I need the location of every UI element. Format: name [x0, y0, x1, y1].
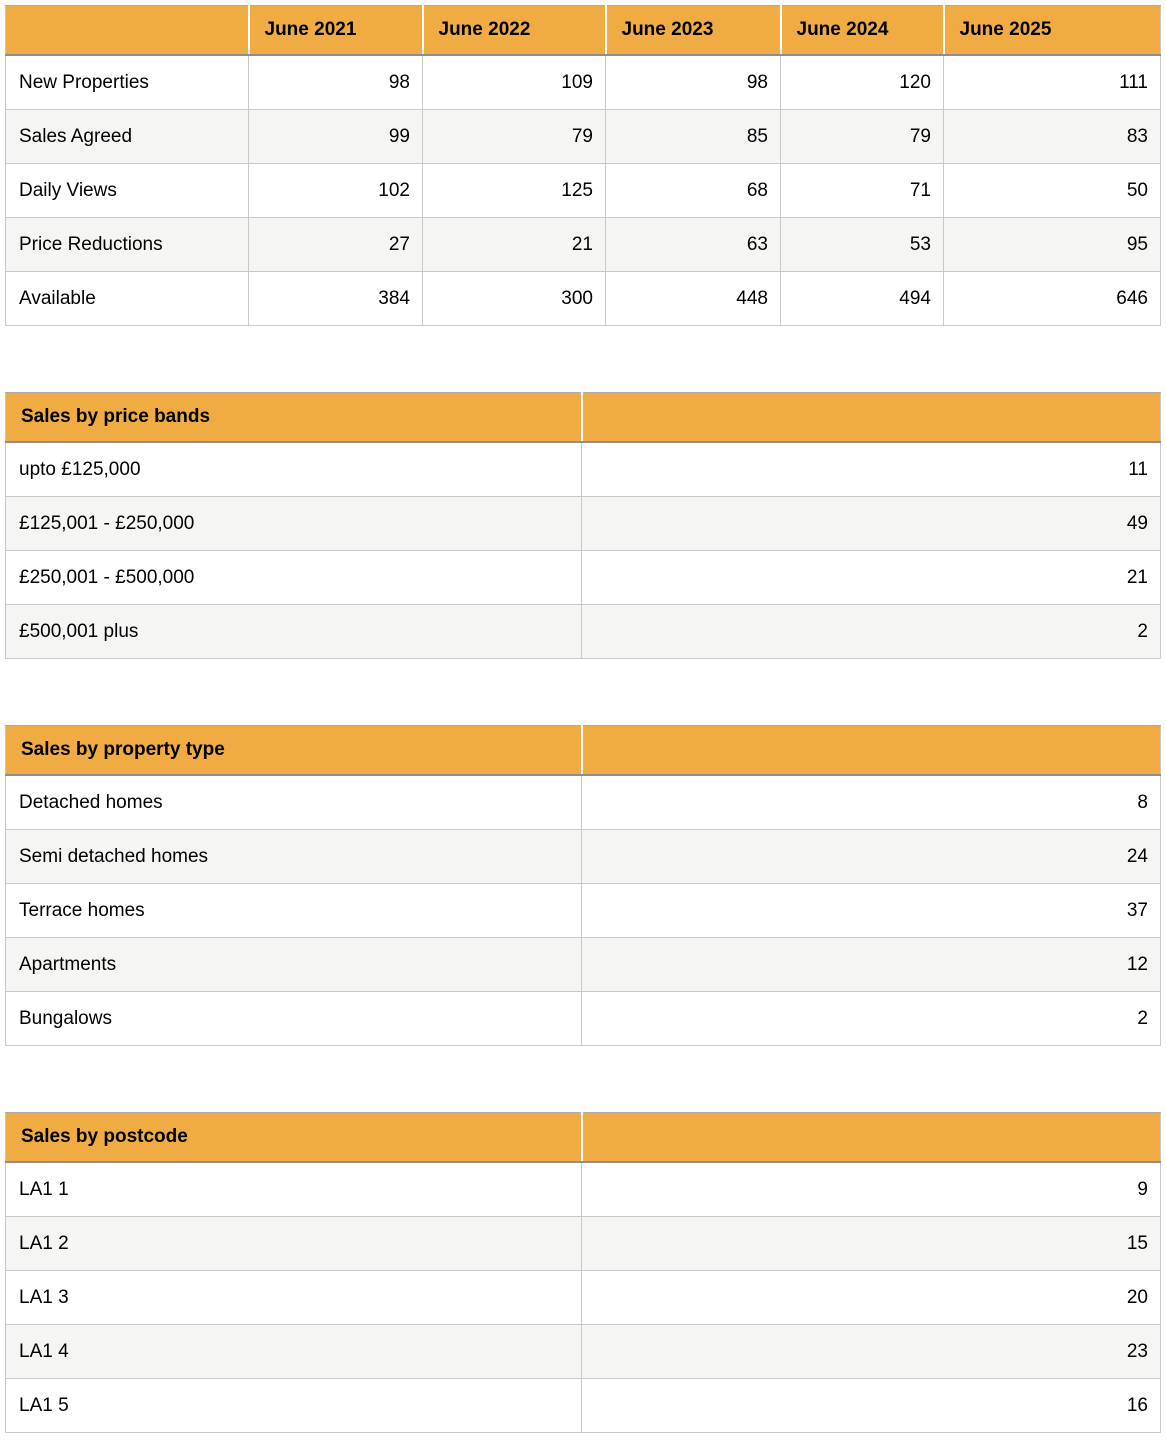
sales-by-property-type-table: [5, 725, 1161, 1046]
table-row: [6, 442, 1161, 497]
table-row: [6, 992, 1161, 1046]
cell-value: 37: [582, 884, 1161, 938]
cell-value: 24: [582, 830, 1161, 884]
cell-value: 646: [944, 272, 1161, 326]
cell-value: 85: [606, 110, 781, 164]
cell-value: 448: [606, 272, 781, 326]
row-label: £125,001 - £250,000: [6, 497, 582, 551]
table-row: [6, 497, 1161, 551]
price-bands-header-row: [6, 393, 1161, 443]
row-label: £250,001 - £500,000: [6, 551, 582, 605]
column-header-june-2022: June 2022: [423, 6, 606, 56]
cell-value: 50: [944, 164, 1161, 218]
row-label: Price Reductions: [6, 218, 249, 272]
row-label: LA1 4: [6, 1325, 582, 1379]
header-spacer: [582, 393, 1161, 443]
cell-value: 494: [781, 272, 944, 326]
row-label: LA1 2: [6, 1217, 582, 1271]
table-row: [6, 1162, 1161, 1217]
column-header-june-2025: June 2025: [944, 6, 1161, 56]
table-row: [6, 938, 1161, 992]
table-row: [6, 551, 1161, 605]
cell-value: 109: [423, 55, 606, 110]
table-row: [6, 55, 1161, 110]
row-label: £500,001 plus: [6, 605, 582, 659]
row-label: Detached homes: [6, 775, 582, 830]
cell-value: 98: [249, 55, 423, 110]
cell-value: 300: [423, 272, 606, 326]
cell-value: 384: [249, 272, 423, 326]
row-label: Terrace homes: [6, 884, 582, 938]
cell-value: 2: [582, 605, 1161, 659]
table-row: [6, 884, 1161, 938]
table-row: [6, 775, 1161, 830]
yearly-summary-header-row: [6, 6, 1161, 56]
cell-value: 79: [781, 110, 944, 164]
yearly-summary-table: [5, 5, 1161, 326]
table-row: [6, 1271, 1161, 1325]
cell-value: 20: [582, 1271, 1161, 1325]
row-label: LA1 3: [6, 1271, 582, 1325]
table-row: [6, 1217, 1161, 1271]
cell-value: 83: [944, 110, 1161, 164]
table-title: Sales by postcode: [6, 1113, 582, 1163]
header-spacer: [582, 1113, 1161, 1163]
sales-by-postcode-table: [5, 1112, 1161, 1433]
row-label: Daily Views: [6, 164, 249, 218]
cell-value: 68: [606, 164, 781, 218]
row-label: Bungalows: [6, 992, 582, 1046]
cell-value: 23: [582, 1325, 1161, 1379]
cell-value: 8: [582, 775, 1161, 830]
cell-value: 71: [781, 164, 944, 218]
cell-value: 99: [249, 110, 423, 164]
column-header-june-2024: June 2024: [781, 6, 944, 56]
row-label: Sales Agreed: [6, 110, 249, 164]
table-row: [6, 605, 1161, 659]
postcode-header-row: [6, 1113, 1161, 1163]
cell-value: 120: [781, 55, 944, 110]
table-row: [6, 1325, 1161, 1379]
cell-value: 102: [249, 164, 423, 218]
table-row: [6, 272, 1161, 326]
row-label: upto £125,000: [6, 442, 582, 497]
cell-value: 2: [582, 992, 1161, 1046]
row-label: New Properties: [6, 55, 249, 110]
row-label: Available: [6, 272, 249, 326]
cell-value: 79: [423, 110, 606, 164]
table-title: Sales by price bands: [6, 393, 582, 443]
property-type-header-row: [6, 726, 1161, 776]
row-label: LA1 5: [6, 1379, 582, 1433]
table-row: [6, 164, 1161, 218]
header-spacer: [582, 726, 1161, 776]
cell-value: 12: [582, 938, 1161, 992]
table-row: [6, 110, 1161, 164]
cell-value: 21: [423, 218, 606, 272]
table-row: [6, 218, 1161, 272]
sales-by-price-bands-table: [5, 392, 1161, 659]
cell-value: 21: [582, 551, 1161, 605]
cell-value: 95: [944, 218, 1161, 272]
table-row: [6, 830, 1161, 884]
row-label: LA1 1: [6, 1162, 582, 1217]
table-row: [6, 1379, 1161, 1433]
row-label: Apartments: [6, 938, 582, 992]
cell-value: 15: [582, 1217, 1161, 1271]
column-header-june-2021: June 2021: [249, 6, 423, 56]
cell-value: 9: [582, 1162, 1161, 1217]
summary-header-spacer: [6, 6, 249, 56]
cell-value: 53: [781, 218, 944, 272]
cell-value: 16: [582, 1379, 1161, 1433]
cell-value: 27: [249, 218, 423, 272]
cell-value: 49: [582, 497, 1161, 551]
row-label: Semi detached homes: [6, 830, 582, 884]
cell-value: 11: [582, 442, 1161, 497]
cell-value: 111: [944, 55, 1161, 110]
cell-value: 63: [606, 218, 781, 272]
table-title: Sales by property type: [6, 726, 582, 776]
cell-value: 125: [423, 164, 606, 218]
cell-value: 98: [606, 55, 781, 110]
column-header-june-2023: June 2023: [606, 6, 781, 56]
